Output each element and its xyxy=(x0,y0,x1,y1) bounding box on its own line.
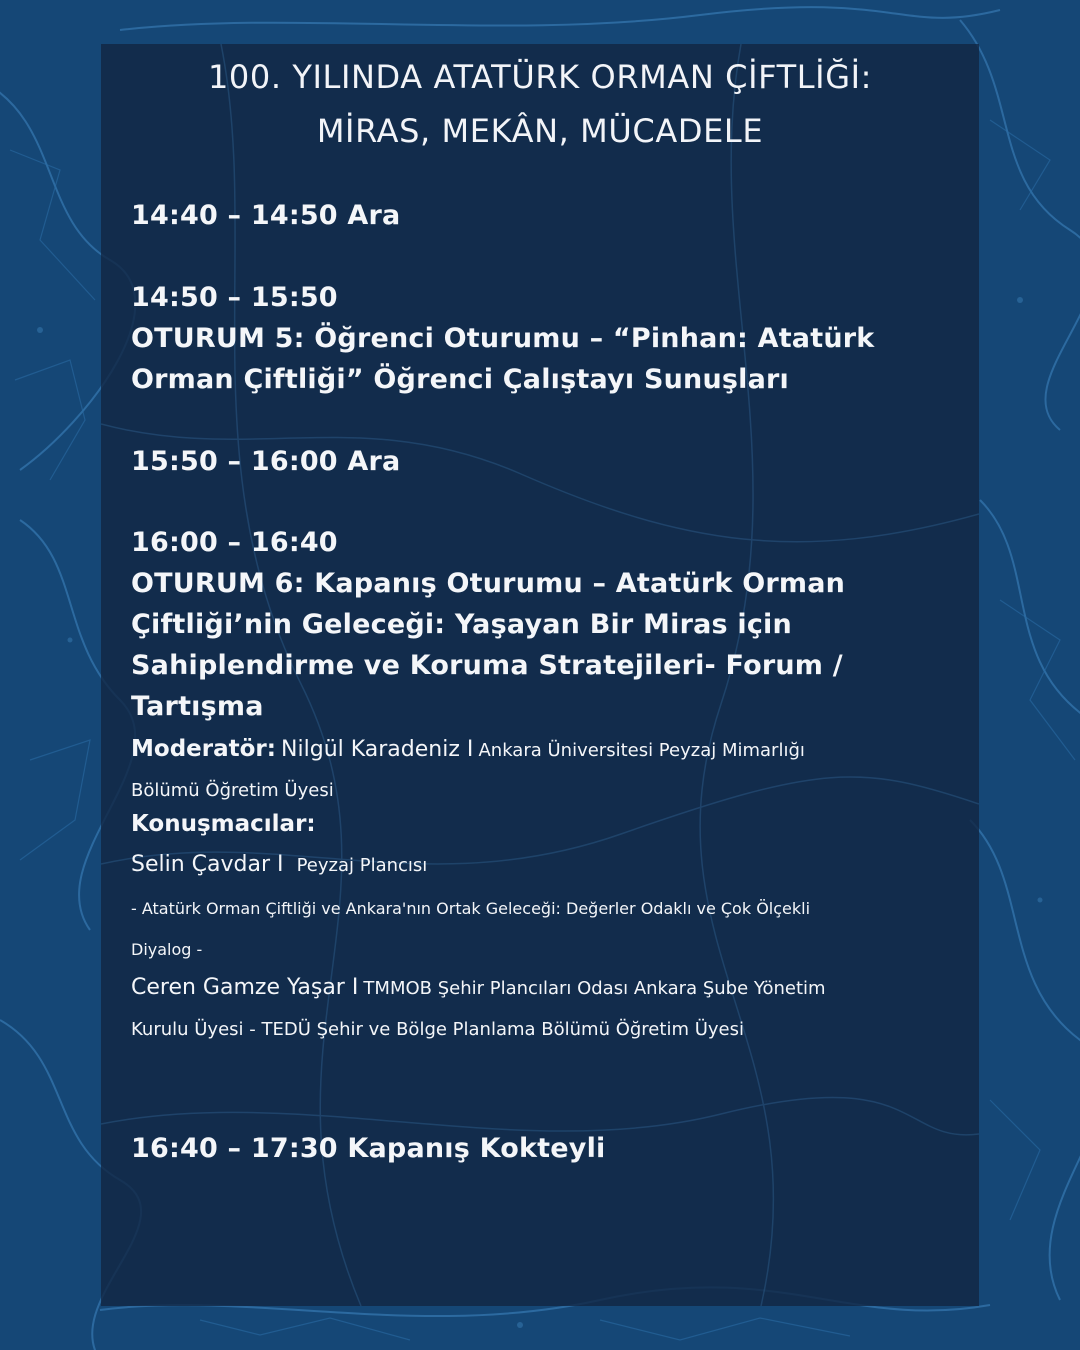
speaker-1-line xyxy=(131,852,427,877)
session-5-title-line-2: Orman Çiftliği” Öğrenci Çalıştayı Sunuşları xyxy=(131,364,789,395)
speaker-2-affiliation-1: TMMOB Şehir Plancıları Odası Ankara Şube Yönetim xyxy=(363,978,826,999)
title-line-1: 100. YILINDA ATATÜRK ORMAN ÇİFTLİĞİ: xyxy=(207,58,873,96)
moderator-affiliation-1: Ankara Üniversitesi Peyzaj Mimarlığı xyxy=(478,740,805,761)
session-5-title-line-1: OTURUM 5: Öğrenci Oturumu – “Pinhan: Atatürk xyxy=(131,323,875,354)
session-6-time: 16:00 – 16:40 xyxy=(131,527,338,558)
speaker-1-name: Selin Çavdar I xyxy=(131,852,284,877)
speakers-label: Konuşmacılar: xyxy=(131,811,316,837)
speaker-2-line xyxy=(131,975,826,1000)
session-6-title-line-1: OTURUM 6: Kapanış Oturumu – Atatürk Orman xyxy=(131,568,846,599)
break-2: 15:50 – 16:00 Ara xyxy=(131,446,401,477)
break-1: 14:40 – 14:50 Ara xyxy=(131,200,401,231)
session-6-title-line-3: Sahiplendirme ve Koruma Stratejileri- Forum / xyxy=(131,650,843,681)
speaker-1-role: Peyzaj Plancısı xyxy=(296,855,428,876)
speaker-2-affiliation-2: Kurulu Üyesi - TEDÜ Şehir ve Bölge Planlama Bölümü Öğretim Üyesi xyxy=(131,1019,744,1040)
moderator-name: Nilgül Karadeniz I xyxy=(281,737,474,762)
speaker-2-name: Ceren Gamze Yaşar I xyxy=(131,975,359,1000)
title-line-2: MİRAS, MEKÂN, MÜCADELE xyxy=(316,112,764,150)
closing-cocktail: 16:40 – 17:30 Kapanış Kokteyli xyxy=(131,1133,606,1164)
speaker-1-talk-line-2: Diyalog - xyxy=(131,940,203,959)
moderator-label: Moderatör: xyxy=(131,736,276,762)
moderator-affiliation-2: Bölümü Öğretim Üyesi xyxy=(131,780,334,801)
session-5-time: 14:50 – 15:50 xyxy=(131,282,338,313)
session-6-title-line-4: Tartışma xyxy=(131,691,264,722)
page-title xyxy=(101,50,979,158)
session-6-title-line-2: Çiftliği’nin Geleceği: Yaşayan Bir Miras için xyxy=(131,609,792,640)
speaker-1-talk-line-1: - Atatürk Orman Çiftliği ve Ankara'nın Ortak Geleceği: Değerler Odaklı ve Çok Ölçekli xyxy=(131,899,811,918)
moderator-line xyxy=(131,736,805,762)
